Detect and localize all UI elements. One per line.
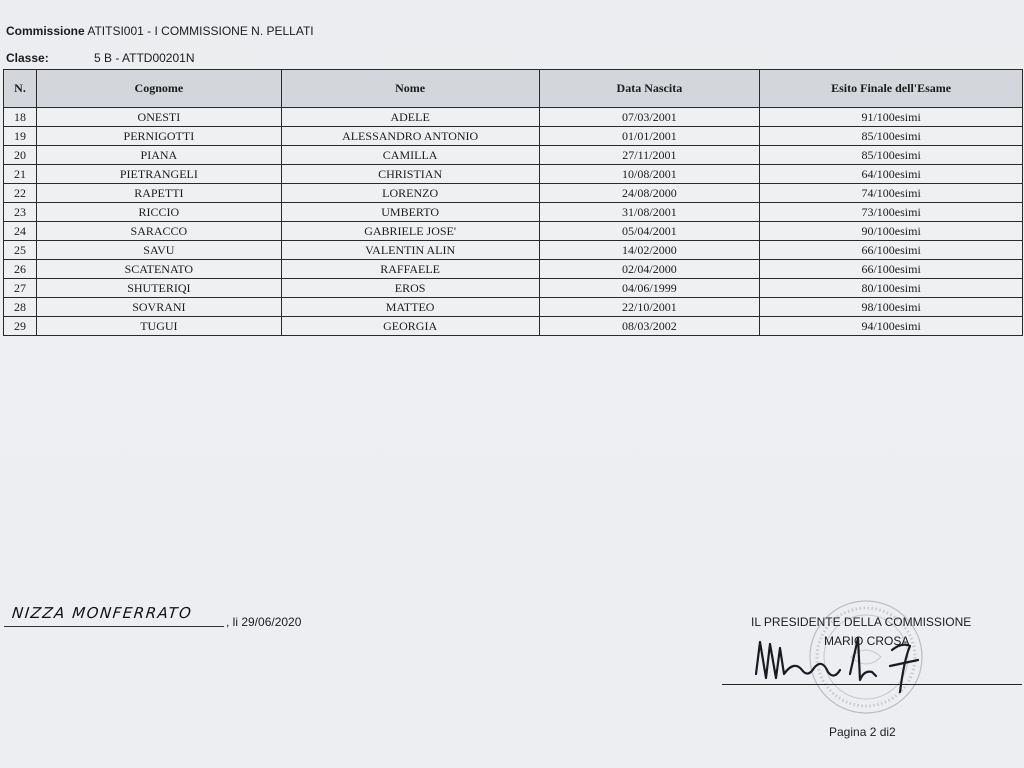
col-header-final-grade: Esito Finale dell'Esame [760,70,1023,108]
cell-number: 25 [4,241,37,260]
cell-birthdate: 10/08/2001 [539,165,760,184]
cell-number: 27 [4,279,37,298]
cell-birthdate: 07/03/2001 [539,108,760,127]
cell-birthdate: 08/03/2002 [539,317,760,336]
table-row [4,279,1023,298]
cell-final-grade: 94/100esimi [760,317,1023,336]
cell-surname: PIANA [36,146,281,165]
cell-birthdate: 01/01/2001 [539,127,760,146]
table-row [4,165,1023,184]
cell-name: CAMILLA [281,146,539,165]
class-value: 5 B - ATTD00201N [94,51,195,65]
cell-final-grade: 80/100esimi [760,279,1023,298]
cell-name: LORENZO [281,184,539,203]
cell-surname: ONESTI [36,108,281,127]
cell-name: ADELE [281,108,539,127]
president-name: MARIO CROSA [824,634,910,648]
class-label: Classe: [6,51,49,65]
cell-surname: PIETRANGELI [36,165,281,184]
signature-line [722,684,1022,685]
col-header-birthdate: Data Nascita [539,70,760,108]
cell-birthdate: 02/04/2000 [539,260,760,279]
cell-surname: SAVU [36,241,281,260]
cell-surname: TUGUI [36,317,281,336]
place-field [4,604,224,627]
table-row [4,203,1023,222]
page-number: Pagina 2 di2 [829,725,896,739]
table-row [4,222,1023,241]
cell-number: 23 [4,203,37,222]
cell-surname: SARACCO [36,222,281,241]
cell-final-grade: 85/100esimi [760,146,1023,165]
cell-surname: SCATENATO [36,260,281,279]
cell-final-grade: 66/100esimi [760,241,1023,260]
cell-final-grade: 73/100esimi [760,203,1023,222]
cell-final-grade: 64/100esimi [760,165,1023,184]
cell-number: 28 [4,298,37,317]
cell-name: UMBERTO [281,203,539,222]
cell-birthdate: 04/06/1999 [539,279,760,298]
cell-final-grade: 66/100esimi [760,260,1023,279]
cell-final-grade: 91/100esimi [760,108,1023,127]
table-header-row [4,70,1023,108]
table-row [4,260,1023,279]
cell-number: 29 [4,317,37,336]
cell-final-grade: 85/100esimi [760,127,1023,146]
cell-final-grade: 98/100esimi [760,298,1023,317]
handwritten-signature-icon [742,630,932,705]
cell-surname: PERNIGOTTI [36,127,281,146]
cell-surname: RAPETTI [36,184,281,203]
cell-name: CHRISTIAN [281,165,539,184]
cell-birthdate: 24/08/2000 [539,184,760,203]
cell-final-grade: 90/100esimi [760,222,1023,241]
class-line [6,51,195,65]
cell-birthdate: 05/04/2001 [539,222,760,241]
cell-birthdate: 22/10/2001 [539,298,760,317]
table-row [4,108,1023,127]
cell-birthdate: 27/11/2001 [539,146,760,165]
cell-number: 19 [4,127,37,146]
commission-label: Commissione [6,24,85,38]
cell-number: 24 [4,222,37,241]
cell-birthdate: 31/08/2001 [539,203,760,222]
col-header-number: N. [4,70,37,108]
table-row [4,241,1023,260]
table-row [4,317,1023,336]
place-handwritten: NIZZA MONFERRATO [11,604,194,622]
cell-name: ALESSANDRO ANTONIO [281,127,539,146]
cell-final-grade: 74/100esimi [760,184,1023,203]
date-text: , li 29/06/2020 [226,615,302,629]
cell-number: 26 [4,260,37,279]
col-header-surname: Cognome [36,70,281,108]
cell-number: 21 [4,165,37,184]
cell-surname: SOVRANI [36,298,281,317]
cell-surname: RICCIO [36,203,281,222]
commission-line [6,24,314,38]
president-title: IL PRESIDENTE DELLA COMMISSIONE [751,615,972,629]
cell-birthdate: 14/02/2000 [539,241,760,260]
results-table [3,69,1023,336]
cell-name: MATTEO [281,298,539,317]
commission-value: ATITSI001 - I COMMISSIONE N. PELLATI [87,24,314,38]
cell-name: EROS [281,279,539,298]
table-row [4,146,1023,165]
cell-name: RAFFAELE [281,260,539,279]
cell-number: 18 [4,108,37,127]
cell-number: 20 [4,146,37,165]
cell-name: GABRIELE JOSE' [281,222,539,241]
col-header-name: Nome [281,70,539,108]
cell-name: VALENTIN ALIN [281,241,539,260]
cell-name: GEORGIA [281,317,539,336]
table-row [4,184,1023,203]
table-row [4,127,1023,146]
table-row [4,298,1023,317]
cell-number: 22 [4,184,37,203]
cell-surname: SHUTERIQI [36,279,281,298]
